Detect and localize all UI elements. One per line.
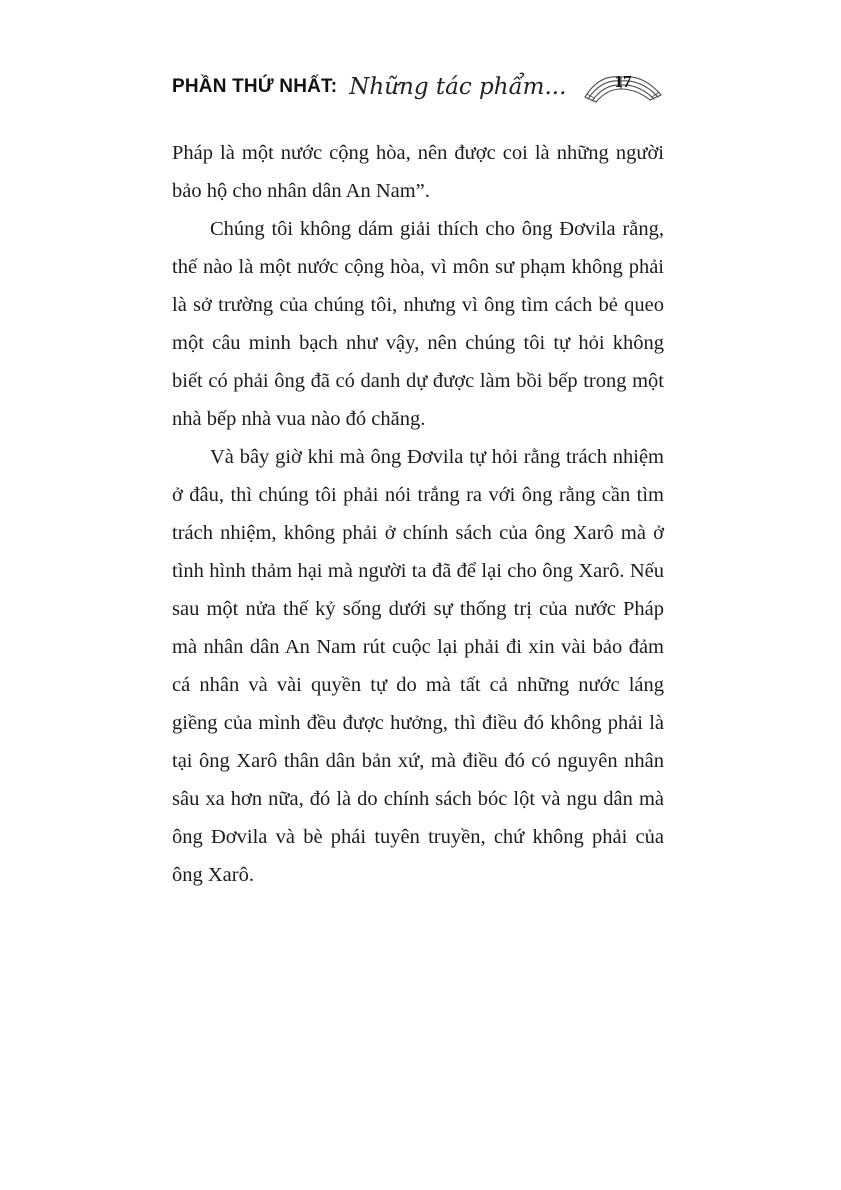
section-title: Những tác phẩm... [349,74,567,100]
page-body [172,134,664,894]
page-header [172,64,664,110]
section-label: PHẦN THỨ NHẤT: [172,76,338,97]
paragraph: Chúng tôi không dám giải thích cho ông Đơvila rằng, thế nào là một nước cộng hòa, vì môn sư phạm không phải là sở trường của chúng tôi, nhưng vì ông tìm cách bẻ queo một câu minh bạch như vậy, nên chúng tôi tự hỏi không biết có phải ông đã có danh dự được làm bồi bếp trong một nhà bếp nhà vua nào đó chăng. [172,218,664,430]
page-number: 17 [614,72,632,92]
open-book-icon [582,64,664,110]
paragraph: Pháp là một nước cộng hòa, nên được coi là những người bảo hộ cho nhân dân An Nam”. [172,142,664,202]
paragraph: Và bây giờ khi mà ông Đơvila tự hỏi rằng trách nhiệm ở đâu, thì chúng tôi phải nói trắng ra với ông rằng cần tìm trách nhiệm, không phải ở chính sách của ông Xarô mà ở tình hình thảm hại mà người ta đã để lại cho ông Xarô. Nếu sau một nửa thế kỷ sống dưới sự thống trị của nước Pháp mà nhân dân An Nam rút cuộc lại phải đi xin vài bảo đảm cá nhân và vài quyền tự do mà tất cả những nước láng giềng của mình đều được hưởng, thì điều đó không phải là tại ông Xarô thân dân bản xứ, mà điều đó có nguyên nhân sâu xa hơn nữa, đó là do chính sách bóc lột và ngu dân mà ông Đơvila và bè phái tuyên truyền, chứ không phải của ông Xarô. [172,446,664,886]
